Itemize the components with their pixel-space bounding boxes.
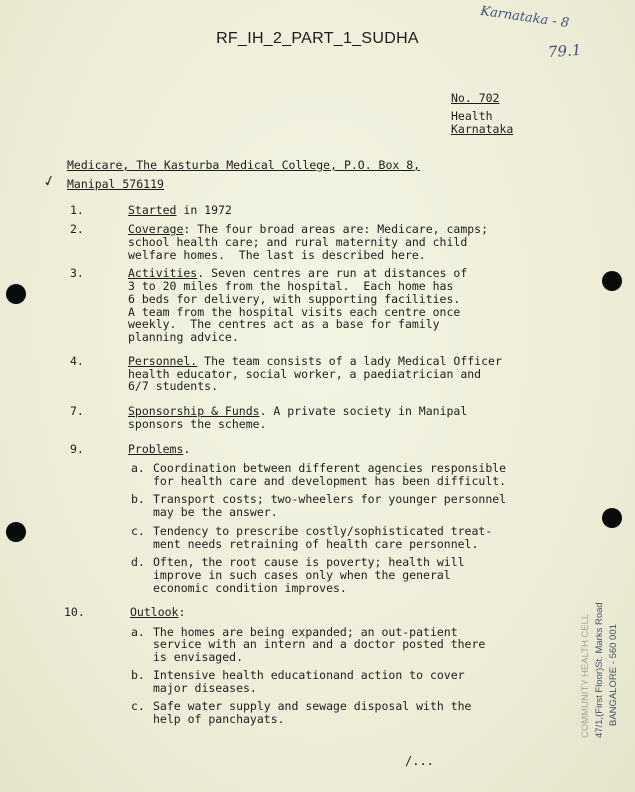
item-heading: Coverage — [128, 222, 184, 236]
reference-subject: Health — [451, 109, 493, 123]
item-text: A team from the hospital visits each centre once — [128, 305, 461, 319]
sub-item-text: ment needs retraining of health care personnel. — [153, 537, 479, 551]
sub-item-letter: b. — [131, 492, 145, 506]
punch-hole — [602, 508, 622, 528]
item-outlook — [130, 606, 185, 619]
sub-item-text: Coordination between different agencies responsible — [153, 461, 507, 475]
item-text: 6/7 students. — [128, 379, 219, 393]
stamp-line: COMMUNITY HEALTH CELL — [580, 613, 591, 738]
address-line-2: Manipal 576119 — [67, 177, 164, 191]
sub-item-letter: a. — [131, 625, 145, 639]
item-text: 3 to 20 miles from the hospital. Each home has — [128, 279, 454, 293]
sub-item-text: Transport costs; two-wheelers for younger personnel — [153, 492, 507, 506]
sub-item-text: Tendency to prescribe costly/sophisticated treat- — [153, 524, 493, 538]
stamp-line: 47/1,(First Floor)St. Marks Road — [594, 602, 605, 738]
item-text: health educator, social worker, a paediatrician and — [128, 367, 482, 381]
sub-item-text: help of panchayats. — [153, 712, 285, 726]
item-text: The team consists of a lady Medical Officer — [197, 354, 502, 368]
handwritten-number: 79.1 — [547, 40, 582, 62]
item-text: school health care; and rural maternity and child — [128, 235, 468, 249]
item-heading: Problems — [128, 442, 184, 456]
item-number: 2. — [70, 222, 84, 236]
sub-item-letter: c. — [131, 699, 145, 713]
item-heading: Started — [128, 203, 177, 217]
sub-item-text: is envisaged. — [153, 650, 244, 664]
item-text: weekly. The centres act as a base for family — [128, 317, 440, 331]
item-number: 4. — [70, 354, 84, 368]
sub-item-text: major diseases. — [153, 681, 257, 695]
item-number: 9. — [70, 442, 84, 456]
item-number: 1. — [70, 203, 84, 217]
item-number: 3. — [70, 266, 84, 280]
sub-item-letter: c. — [131, 524, 145, 538]
sub-item-letter: b. — [131, 668, 145, 682]
item-text: in 1972 — [176, 203, 232, 217]
item-problems — [128, 443, 190, 456]
item-number: 10. — [64, 605, 85, 619]
stamp-line: BANGALORE - 560 001 — [608, 624, 619, 726]
punch-hole — [6, 284, 26, 304]
reference-number: No. 702 — [451, 91, 500, 105]
item-text: 6 beds for delivery, with supporting facilities. — [128, 292, 461, 306]
item-heading: Sponsorship & Funds — [128, 404, 260, 418]
item-heading: Outlook — [130, 605, 179, 619]
item-text: sponsors the scheme. — [128, 417, 267, 431]
item-text: . A private society in Manipal — [259, 404, 468, 418]
sub-item-text: Intensive health educationand action to cover — [153, 668, 465, 682]
item-number: 7. — [70, 404, 84, 418]
sub-item-text: Safe water supply and sewage disposal with the — [153, 699, 472, 713]
address-line-1: Medicare, The Kasturba Medical College, P.O. Box 8, — [67, 158, 421, 172]
item-heading: Personnel. — [128, 354, 198, 368]
continuation-mark: /... — [405, 754, 434, 768]
reference-state: Karnataka — [451, 122, 514, 136]
sub-item-text: service with an intern and a doctor posted there — [153, 637, 486, 651]
sub-item-text: may be the answer. — [153, 505, 278, 519]
item-started — [128, 204, 232, 217]
item-text: planning advice. — [128, 330, 239, 344]
sub-item-text: The homes are being expanded; an out-patient — [153, 625, 458, 639]
punch-hole — [6, 522, 26, 542]
item-heading: Activities — [128, 266, 198, 280]
punch-hole — [602, 271, 622, 291]
item-text: : — [178, 605, 186, 619]
sub-item-letter: a. — [131, 461, 145, 475]
sub-item-text: for health care and development has been difficult. — [153, 474, 507, 488]
library-stamp — [570, 580, 630, 740]
check-mark-icon: ✓ — [40, 170, 58, 192]
sub-item-text: Often, the root cause is poverty; health will — [153, 555, 465, 569]
item-text: . Seven centres are run at distances of — [197, 266, 468, 280]
handwritten-note: Karnataka - 8 — [479, 3, 570, 32]
item-text: welfare homes. The last is described here. — [128, 248, 426, 262]
item-text: . — [183, 442, 191, 456]
sub-item-letter: d. — [131, 555, 145, 569]
sub-item-text: economic condition improves. — [153, 581, 347, 595]
page-title: RF_IH_2_PART_1_SUDHA — [216, 30, 419, 47]
sub-item-text: improve in such cases only when the general — [153, 568, 451, 582]
item-text: : The four broad areas are: Medicare, camps; — [183, 222, 489, 236]
